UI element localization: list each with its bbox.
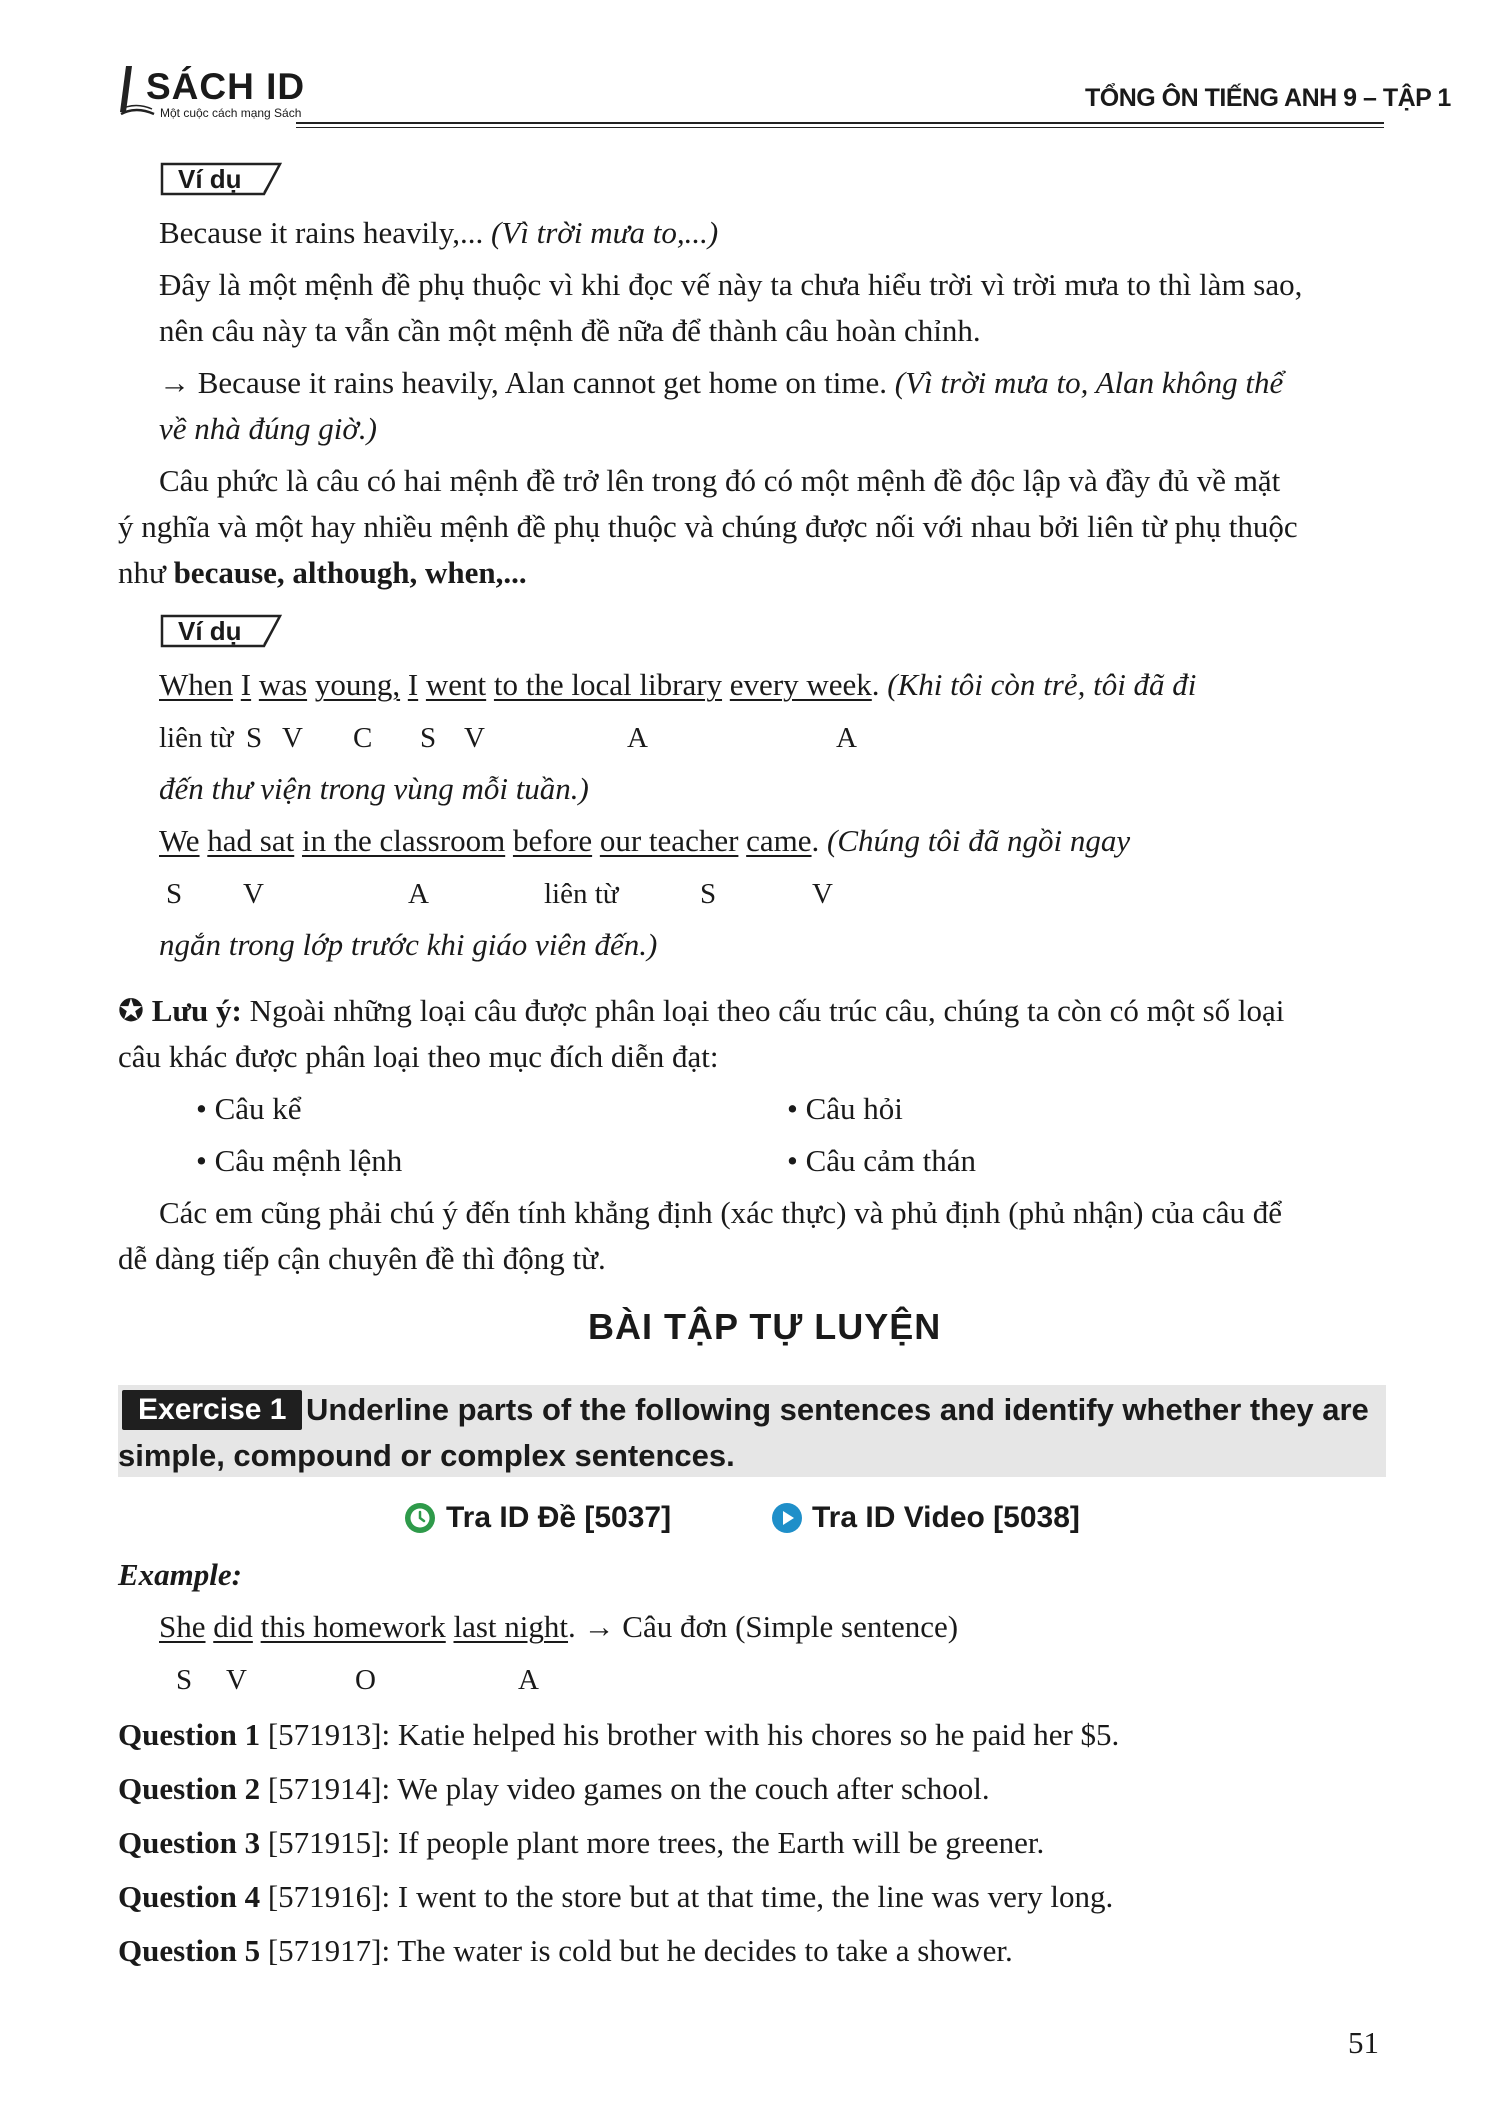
header-rule-thin [296, 127, 1384, 128]
part-label: S [246, 722, 263, 754]
sentence-part: had sat [207, 823, 295, 858]
sentence-part: I [407, 667, 419, 702]
bullet-item: • Câu hỏi [787, 1091, 903, 1126]
part-label: A [408, 878, 429, 910]
example-answer: → Câu đơn (Simple sentence) [575, 1609, 959, 1644]
analyzed-sentence [159, 668, 1196, 702]
page-number: 51 [1348, 2025, 1379, 2060]
note-text: Ngoài những loại câu được phân loại theo cấu trúc câu, chúng ta còn có một số loại [241, 993, 1285, 1028]
part-label: A [836, 722, 857, 754]
part-label: S [176, 1664, 193, 1696]
part-label: V [243, 878, 264, 910]
sentence-en: Because it rains heavily,... [159, 215, 484, 250]
note-outro: dễ dàng tiếp cận chuyên đề thì động từ. [118, 1241, 606, 1276]
part-label: S [166, 878, 183, 910]
sentence-part: young, [314, 667, 401, 702]
part-label: C [353, 722, 373, 754]
part-label: V [282, 722, 303, 754]
exercise-instruction: simple, compound or complex sentences. [118, 1438, 735, 1473]
note-outro: Các em cũng phải chú ý đến tính khẳng định (xác thực) và phủ định (phủ nhận) của câu để [159, 1195, 1282, 1230]
sentence-vi: (Vì trời mưa to,...) [491, 215, 719, 250]
part-label: S [420, 722, 437, 754]
sentence-part: We [159, 823, 200, 858]
part-label: S [700, 878, 717, 910]
sentence-part: I [240, 667, 252, 702]
question-text: [571913]: Katie helped his brother with his chores so he paid her $5. [260, 1717, 1120, 1752]
exercise-label: Exercise 1 [122, 1390, 302, 1430]
note-label: Lưu ý: [151, 993, 242, 1028]
part-label: V [226, 1664, 247, 1696]
definition-line [118, 556, 527, 590]
result-en: → Because it rains heavily, Alan cannot get home on time. [159, 365, 888, 400]
example-tag [160, 614, 284, 648]
sentence-end: . [568, 1609, 576, 1644]
example-sentence [159, 1610, 958, 1644]
part-label: V [464, 722, 485, 754]
question-label: Question 1 [118, 1717, 261, 1752]
part-label: A [627, 722, 648, 754]
note-line [118, 994, 1284, 1028]
question-item [118, 1934, 1013, 1968]
id-video-link[interactable]: Tra ID Video [5038] [812, 1501, 1080, 1534]
part-label: liên từ [544, 878, 619, 910]
question-label: Question 2 [118, 1771, 261, 1806]
question-text: [571914]: We play video games on the couch after school. [260, 1771, 990, 1806]
book-title: TỔNG ÔN TIẾNG ANH 9 – TẬP 1 [1085, 84, 1451, 112]
explanation-line: nên câu này ta vẫn cần một mệnh đề nữa để thành câu hoàn chỉnh. [159, 313, 981, 348]
header-rule [296, 122, 1384, 124]
sentence-part: to the local library [493, 667, 723, 702]
example-tag-label: Ví dụ [178, 616, 242, 646]
sentence-part: She [159, 1609, 206, 1644]
sentence-part: this homework [260, 1609, 446, 1644]
question-label: Question 3 [118, 1825, 261, 1860]
analyzed-sentence [159, 824, 1130, 858]
sentence-part: last night [453, 1609, 569, 1644]
sentence-part: every week [729, 667, 872, 702]
sentence-part: went [425, 667, 487, 702]
part-label: A [518, 1664, 539, 1696]
part-label: O [355, 1664, 376, 1696]
question-text: [571915]: If people plant more trees, the Earth will be greener. [260, 1825, 1045, 1860]
question-label: Question 5 [118, 1933, 261, 1968]
logo-text: SÁCH ID [146, 66, 306, 107]
example-heading: Example: [118, 1557, 242, 1592]
sentence-part: before [512, 823, 593, 858]
sentence-part: When [159, 667, 234, 702]
definition-prefix: như [118, 555, 174, 590]
question-label: Question 4 [118, 1879, 261, 1914]
exercise-instruction: Underline parts of the following sentences and identify whether they are [306, 1392, 1369, 1427]
play-icon [771, 1502, 803, 1534]
question-text: [571917]: The water is cold but he decides to take a shower. [260, 1933, 1013, 1968]
definition-line: ý nghĩa và một hay nhiều mệnh đề phụ thuộc và chúng được nối với nhau bởi liên từ phụ thuộc [118, 509, 1298, 544]
sentence-end: . [871, 667, 880, 702]
sentence-part: did [213, 1609, 253, 1644]
bullet-item: • Câu kể [196, 1091, 302, 1126]
question-text: [571916]: I went to the store but at that time, the line was very long. [260, 1879, 1114, 1914]
bullet-item: • Câu cảm thán [787, 1143, 977, 1178]
bullet-item: • Câu mệnh lệnh [196, 1143, 403, 1178]
explanation-line: Đây là một mệnh đề phụ thuộc vì khi đọc vế này ta chưa hiểu trời vì trời mưa to thì làm sao, [159, 267, 1303, 302]
sentence-vi: (Chúng tôi đã ngồi ngay [827, 823, 1131, 858]
sentence-part: came [746, 823, 812, 858]
question-item [118, 1826, 1044, 1860]
section-title: BÀI TẬP TỰ LUYỆN [588, 1306, 942, 1347]
question-item [118, 1772, 990, 1806]
clock-icon [404, 1502, 436, 1534]
example-tag-label: Ví dụ [178, 164, 242, 194]
part-label: V [812, 878, 833, 910]
sentence-part: our teacher [599, 823, 739, 858]
note-line: câu khác được phân loại theo mục đích diễn đạt: [118, 1039, 719, 1074]
sentence-part: in the classroom [302, 823, 506, 858]
result-sentence [159, 366, 1283, 400]
example-tag [160, 162, 284, 196]
sentence-vi-cont: đến thư viện trong vùng mỗi tuần.) [159, 771, 589, 806]
part-label: liên từ [159, 722, 234, 754]
question-item [118, 1880, 1113, 1914]
result-vi: (Vì trời mưa to, Alan không thể [894, 365, 1284, 400]
star-icon: ✪ [118, 993, 144, 1028]
sentence-part: was [258, 667, 308, 702]
id-de-link[interactable]: Tra ID Đề [5037] [446, 1501, 672, 1534]
definition-line: Câu phức là câu có hai mệnh đề trở lên trong đó có một mệnh đề độc lập và đầy đủ về mặt [159, 463, 1281, 498]
result-vi-cont: về nhà đúng giờ.) [159, 411, 377, 446]
sentence-vi: (Khi tôi còn trẻ, tôi đã đi [887, 667, 1197, 702]
sentence-end: . [811, 823, 820, 858]
sentence-vi-cont: ngắn trong lớp trước khi giáo viên đến.) [159, 927, 658, 962]
example-sentence [159, 216, 718, 250]
conjunction-list: because, although, when,... [173, 555, 527, 590]
question-item [118, 1718, 1119, 1752]
logo-tagline: Một cuộc cách mạng Sách [160, 106, 302, 120]
